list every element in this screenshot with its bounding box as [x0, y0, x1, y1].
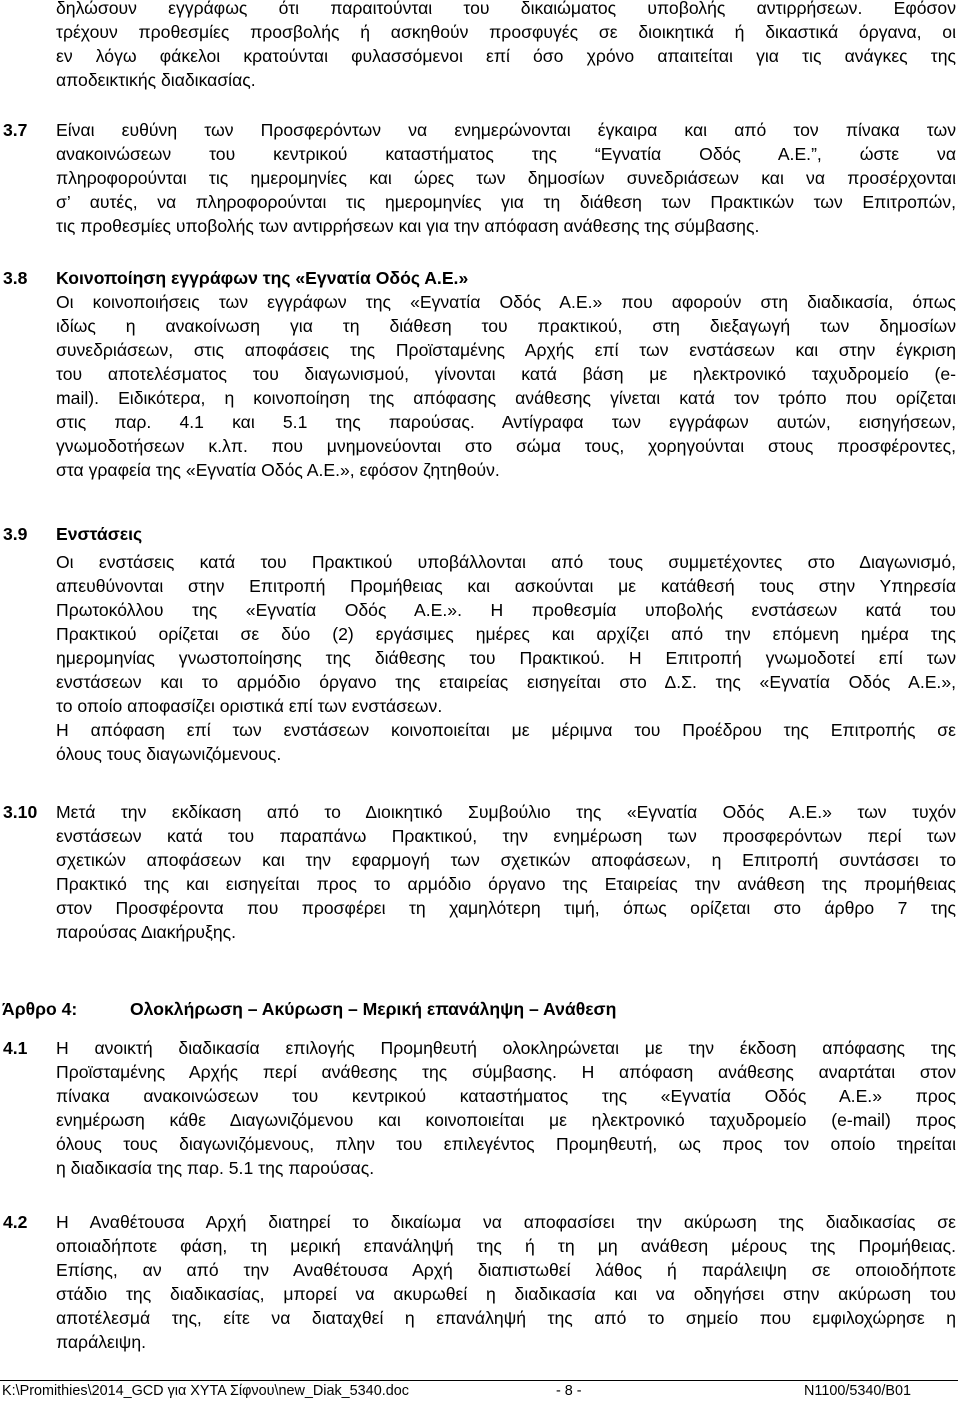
footer-page-number: - 8 -	[556, 1383, 582, 1399]
text-line: στις παρ. 4.1 και 5.1 της παρούσας. Αντίγραφα των εγγράφων αυτών, εισηγήσεων,	[56, 412, 956, 432]
intro-paragraph	[56, 0, 956, 92]
section-number-3-10: 3.10	[3, 802, 38, 822]
section-title: Ενστάσεις	[56, 524, 143, 544]
text-line: συνεδριάσεων, στις αποφάσεις της Προϊσταμένης Αρχής επί των ενστάσεων και στην έγκριση	[56, 340, 956, 360]
text-line: πληροφορούνται τις ημερομηνίες και ώρες των δημοσίων συνεδριάσεων και να προσέρχονται	[56, 168, 956, 188]
text-line: γνωμοδοτήσεων κ.λπ. που μνημονεύονται στο σώμα τους, χορηγούνται στους προσφέροντες,	[56, 436, 956, 456]
text-line: Πρακτικό της και εισηγείται προς το αρμόδιο όργανο της Εταιρείας την ανάθεση της προμήθειας	[56, 874, 956, 894]
text-line: σ’ αυτές, να πληροφορούνται τις ημερομηνίες για τη διάθεση των Πρακτικών των Επιτροπών,	[56, 192, 956, 212]
text-line: αποτέλεσμά της, είτε να διαταχθεί η επανάληψή της από το σημείο που εμφιλοχώρησε η	[56, 1308, 956, 1328]
text-line: ενστάσεων και το αρμόδιο όργανο της εταιρείας εισηγείται στο Δ.Σ. της «Εγνατία Οδός Α.Ε.»,	[56, 672, 956, 692]
text-line: mail). Ειδικότερα, η κοινοποίηση της απόφασης ανάθεσης γίνεται κατά τον τρόπο που ορίζεται	[56, 388, 956, 408]
section-3-10-body	[56, 800, 956, 944]
section-3-8-body	[56, 266, 956, 482]
article-title: Ολοκλήρωση – Ακύρωση – Μερική επανάληψη – Ανάθεση	[130, 999, 617, 1019]
text-line: τρέχουν προθεσμίες προσβολής ή ασκηθούν προσφυγές σε διοικητικά ή δικαστικά όργανα, οι	[56, 22, 956, 42]
text-line: εν λόγω φάκελοι κρατούνται φυλασσόμενοι επί όσο χρόνο απαιτείται για τις ανάγκες της	[56, 46, 956, 66]
section-number-4-1: 4.1	[3, 1038, 28, 1058]
text-line: στα γραφεία της «Εγνατία Οδός Α.Ε.», εφόσον ζητηθούν.	[56, 460, 500, 480]
text-line: Οι κοινοποιήσεις των εγγράφων της «Εγνατία Οδός Α.Ε.» που αφορούν στη διαδικασία, όπως	[56, 292, 956, 312]
text-line: πίνακα ανακοινώσεων του κεντρικού καταστήματος της «Εγνατία Οδός Α.Ε.» προς	[56, 1086, 956, 1106]
text-line: σχετικών αποφάσεων και την εφαρμογή των σχετικών αποφάσεων, η Επιτροπή συντάσσει το	[56, 850, 956, 870]
text-line: Οι ενστάσεις κατά του Πρακτικού υποβάλλονται από τους συμμετέχοντες στο Διαγωνισμό,	[56, 552, 956, 572]
text-line: ιδίως η ανακοίνωση για τη διάθεση του πρακτικού, στη διεξαγωγή των δημοσίων	[56, 316, 956, 336]
section-number-3-9: 3.9	[3, 524, 28, 544]
text-line: αποδεικτικής διαδικασίας.	[56, 70, 256, 90]
text-line: στον Προσφέροντα που προσφέρει τη χαμηλότερη τιμή, όπως ορίζεται στο άρθρο 7 της	[56, 898, 956, 918]
text-line: Επίσης, αν από την Αναθέτουσα Αρχή διαπιστωθεί λάθος ή παράλειψη σε οποιοδήποτε	[56, 1260, 956, 1280]
text-line: Η Αναθέτουσα Αρχή διατηρεί το δικαίωμα να αποφασίσει την ακύρωση της διαδικασίας σε	[56, 1212, 956, 1232]
text-line: όλους τους διαγωνιζόμενους.	[56, 744, 282, 764]
section-number-4-2: 4.2	[3, 1212, 28, 1232]
article-label: Άρθρο 4:	[2, 999, 78, 1019]
text-line: ημερομηνίας γνωστοποίησης της διάθεσης του Πρακτικού. Η Επιτροπή γνωμοδοτεί επί των	[56, 648, 956, 668]
footer-document-code: N1100/5340/B01	[804, 1383, 911, 1399]
text-line: όλους τους διαγωνιζόμενους, πλην του επιλεγέντος Προμηθευτή, ως προς τον οποίο τηρείται	[56, 1134, 956, 1154]
text-line: τις προθεσμίες υποβολής των αντιρρήσεων και για την απόφαση ανάθεσης της σύμβασης.	[56, 216, 760, 236]
text-line: παράλειψη.	[56, 1332, 147, 1352]
text-line: Προϊσταμένης Αρχής περί ανάθεσης της σύμβασης. Η απόφαση ανάθεσης αναρτάται στον	[56, 1062, 956, 1082]
section-3-7-body	[56, 118, 956, 238]
section-number-3-8: 3.8	[3, 268, 28, 288]
text-line: απευθύνονται στην Επιτροπή Προμήθειας και ασκούνται με κατάθεσή τους στην Υπηρεσία	[56, 576, 956, 596]
text-line: του αποτελέσματος του διαγωνισμού, γίνονται κατά βάση με ηλεκτρονικό ταχυδρομείο (e-	[56, 364, 956, 384]
text-line: δηλώσουν εγγράφως ότι παραιτούνται του δικαιώματος υποβολής αντιρρήσεων. Εφόσον	[56, 0, 956, 18]
text-line: ενημέρωση κάθε Διαγωνιζόμενου και κοινοποιείται με ηλεκτρονικό ταχυδρομείο (e-mail) προς	[56, 1110, 956, 1130]
footer-file-path: K:\Promithies\2014_GCD για ΧΥΤΑ Σίφνου\new_Diak_5340.doc	[2, 1383, 409, 1399]
section-3-9-body	[56, 522, 956, 766]
footer-divider	[0, 1380, 958, 1381]
text-line: παρούσας Διακήρυξης.	[56, 922, 236, 942]
text-line: Μετά την εκδίκαση από το Διοικητικό Συμβούλιο της «Εγνατία Οδός Α.Ε.» των τυχόν	[56, 802, 956, 822]
text-line: ανακοινώσεων του κεντρικού καταστήματος της “Εγνατία Οδός Α.Ε.”, ώστε να	[56, 144, 956, 164]
text-line: ενστάσεων κατά του παραπάνω Πρακτικού, την ενημέρωση των προσφερόντων περί των	[56, 826, 956, 846]
text-line: οποιαδήποτε φάση, τη μερική επανάληψή της ή τη μη ανάθεση μέρους της Προμήθειας.	[56, 1236, 956, 1256]
text-line: Η απόφαση επί των ενστάσεων κοινοποιείται με μέριμνα του Προέδρου της Επιτροπής σε	[56, 720, 956, 740]
section-number-3-7: 3.7	[3, 120, 28, 140]
text-line: η διαδικασία της παρ. 5.1 της παρούσας.	[56, 1158, 375, 1178]
section-4-2-body	[56, 1210, 956, 1354]
text-line: στάδιο της διαδικασίας, μπορεί να ακυρωθεί η διαδικασία και να οδηγήσει στην ακύρωση του	[56, 1284, 956, 1304]
text-line: Είναι ευθύνη των Προσφερόντων να ενημερώνονται έγκαιρα και από τον πίνακα των	[56, 120, 956, 140]
text-line: Πρακτικού ορίζεται σε δύο (2) εργάσιμες ημέρες και αρχίζει από την επόμενη ημέρα της	[56, 624, 956, 644]
section-title: Κοινοποίηση εγγράφων της «Εγνατία Οδός Α.Ε.»	[56, 268, 469, 288]
text-line: το οποίο αποφασίζει οριστικά επί των ενστάσεων.	[56, 696, 443, 716]
text-line: Πρωτοκόλλου της «Εγνατία Οδός Α.Ε.». Η προθεσμία υποβολής ενστάσεων κατά του	[56, 600, 956, 620]
section-4-1-body	[56, 1036, 956, 1180]
text-line: Η ανοικτή διαδικασία επιλογής Προμηθευτή ολοκληρώνεται με την έκδοση απόφασης της	[56, 1038, 956, 1058]
